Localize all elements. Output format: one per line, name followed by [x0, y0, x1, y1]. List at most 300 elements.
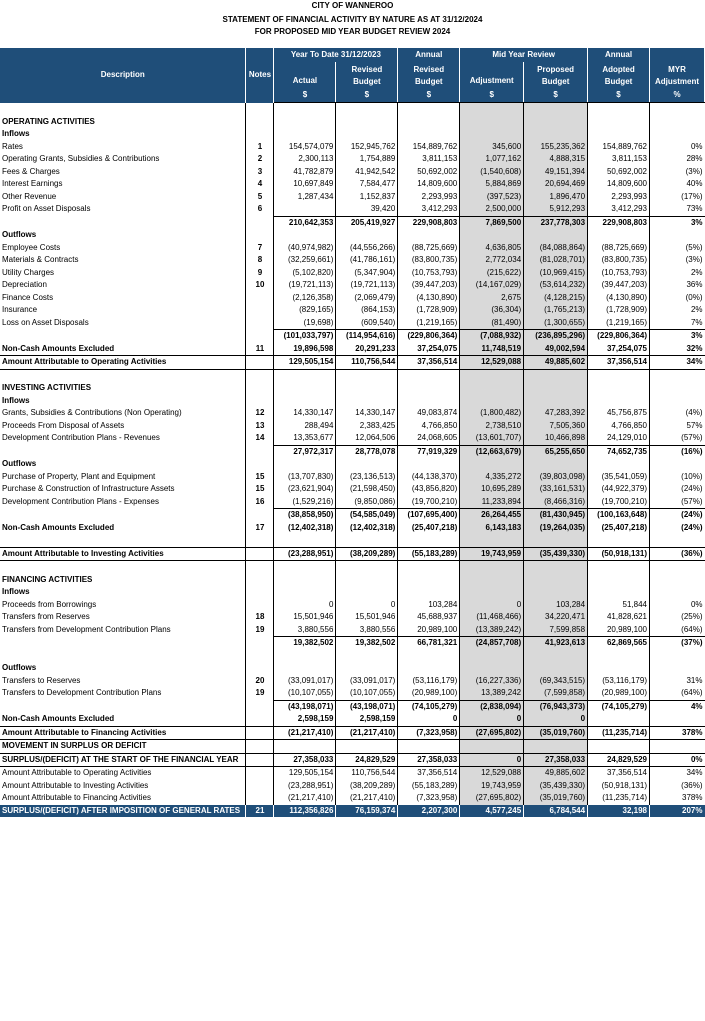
- cell-annual-revised-budget: [398, 369, 460, 382]
- table-row: [0, 726, 705, 740]
- cell-ytd-revised-budget: 2,598,159: [336, 713, 398, 726]
- cell-myr-proposed-budget: (4,128,215): [524, 292, 588, 305]
- cell-myr-proposed-budget: [524, 369, 588, 382]
- cell-ytd-revised-budget: 7,584,477: [336, 178, 398, 191]
- cell-myr-proposed-budget: 0: [524, 713, 588, 726]
- row-note: 16: [246, 496, 274, 509]
- row-description: SURPLUS/(DEFICIT) AT THE START OF THE FINANCIAL YEAR: [0, 753, 246, 767]
- cell-myr-adjustment: 2,675: [460, 292, 524, 305]
- row-description: Materials & Contracts: [2, 255, 79, 264]
- cell-myr-adjustment-pct: 73%: [650, 203, 705, 216]
- row-note: [246, 637, 274, 650]
- cell-myr-adjustment-pct: (36%): [650, 547, 705, 561]
- table-row: [0, 304, 705, 317]
- cell-annual-revised-budget: 0: [398, 713, 460, 726]
- cell-annual-revised-budget: [398, 534, 460, 547]
- cell-myr-adjustment: (215,622): [460, 267, 524, 280]
- cell-myr-adjustment: (14,167,029): [460, 279, 524, 292]
- cell-annual-revised-budget: (229,806,364): [398, 330, 460, 343]
- cell-myr-proposed-budget: (236,895,296): [524, 330, 588, 343]
- table-row: [0, 191, 705, 204]
- row-note: [246, 317, 274, 330]
- row-description: Operating Grants, Subsidies & Contributions: [2, 154, 160, 163]
- cell-myr-proposed-budget: 47,283,392: [524, 407, 588, 420]
- cell-myr-proposed-budget: (1,300,655): [524, 317, 588, 330]
- cell-myr-adjustment-pct: 40%: [650, 178, 705, 191]
- cell-annual-revised-budget: 2,207,300: [398, 805, 460, 818]
- cell-myr-adjustment-pct: [650, 650, 705, 663]
- cell-ytd-revised-budget: [336, 662, 398, 675]
- table-body: [0, 103, 705, 818]
- row-description: Amount Attributable to Operating Activities: [0, 356, 246, 370]
- subsection-row: [0, 128, 705, 141]
- cell-myr-adjustment: (12,663,679): [460, 445, 524, 458]
- cell-ytd-revised-budget: (43,198,071): [336, 700, 398, 713]
- cell-ytd-actual: 19,382,502: [274, 637, 336, 650]
- cell-ytd-actual: [274, 740, 336, 754]
- row-note: [246, 713, 274, 726]
- cell-myr-adjustment: [460, 229, 524, 242]
- cell-myr-proposed-budget: [524, 650, 588, 663]
- cell-ytd-actual: (38,858,950): [274, 509, 336, 522]
- row-note: [246, 650, 274, 663]
- row-description: Grants, Subsidies & Contributions (Non Operating): [2, 408, 182, 417]
- cell-ytd-actual: (5,102,820): [274, 267, 336, 280]
- col-group-ytd: Year To Date 31/12/2023: [274, 48, 398, 62]
- cell-annual-revised-budget: [398, 740, 460, 754]
- cell-myr-adjustment: 0: [460, 713, 524, 726]
- cell-annual-adopted-budget: 74,652,735: [588, 445, 650, 458]
- cell-myr-adjustment-pct: 2%: [650, 267, 705, 280]
- row-description: [0, 330, 246, 343]
- cell-annual-revised-budget: (20,989,100): [398, 687, 460, 700]
- section-row: [0, 116, 705, 129]
- cell-myr-adjustment: 0: [460, 599, 524, 612]
- row-description: FINANCING ACTIVITIES: [2, 574, 93, 584]
- cell-ytd-actual: (21,217,410): [274, 726, 336, 740]
- cell-annual-adopted-budget: 3,811,153: [588, 153, 650, 166]
- cell-annual-revised-budget: 77,919,329: [398, 445, 460, 458]
- cell-myr-adjustment: (27,695,802): [460, 792, 524, 805]
- table-row: [0, 445, 705, 458]
- cell-myr-adjustment-pct: 36%: [650, 279, 705, 292]
- cell-ytd-actual: [274, 103, 336, 116]
- row-description: Amount Attributable to Financing Activities: [0, 726, 246, 740]
- cell-ytd-actual: (101,033,797): [274, 330, 336, 343]
- row-note: 19: [246, 687, 274, 700]
- cell-ytd-revised-budget: [336, 395, 398, 408]
- table-row: [0, 611, 705, 624]
- cell-myr-adjustment: 13,389,242: [460, 687, 524, 700]
- cell-myr-adjustment: (397,523): [460, 191, 524, 204]
- cell-myr-adjustment-pct: [650, 740, 705, 754]
- row-description: Transfers to Development Contribution Plans: [2, 688, 162, 698]
- cell-annual-revised-budget: 20,989,100: [398, 624, 460, 637]
- cell-annual-revised-budget: (88,725,669): [398, 242, 460, 255]
- cell-annual-revised-budget: (43,856,820): [398, 483, 460, 496]
- cell-ytd-revised-budget: [336, 458, 398, 471]
- row-note: [246, 662, 274, 675]
- row-note: [246, 599, 274, 612]
- cell-ytd-revised-budget: 20,291,233: [336, 343, 398, 356]
- row-description: [0, 369, 246, 382]
- cell-myr-proposed-budget: (81,028,701): [524, 254, 588, 267]
- col-myr-label: MYR: [668, 65, 686, 74]
- cell-ytd-revised-budget: (54,585,049): [336, 509, 398, 522]
- cell-myr-proposed-budget: 4,888,315: [524, 153, 588, 166]
- cell-myr-adjustment: (1,800,482): [460, 407, 524, 420]
- cell-annual-revised-budget: (7,323,958): [398, 792, 460, 805]
- cell-ytd-actual: (19,721,113): [274, 279, 336, 292]
- cell-myr-adjustment-pct: 207%: [650, 805, 705, 818]
- cell-ytd-revised-budget: [336, 650, 398, 663]
- cell-myr-adjustment-pct: [650, 586, 705, 599]
- cell-myr-proposed-budget: [524, 128, 588, 141]
- cell-myr-adjustment-pct: [650, 574, 705, 587]
- cell-myr-adjustment: (11,468,466): [460, 611, 524, 624]
- row-note: [246, 740, 274, 754]
- cell-ytd-actual: 0: [274, 599, 336, 612]
- cell-myr-adjustment: 7,869,500: [460, 216, 524, 229]
- cell-annual-revised-budget: [398, 662, 460, 675]
- cell-ytd-actual: [274, 128, 336, 141]
- row-description: Utility Charges: [2, 267, 55, 277]
- cell-annual-adopted-budget: (53,116,179): [588, 675, 650, 688]
- cell-myr-proposed-budget: [524, 561, 588, 574]
- row-description: Purchase & Construction of Infrastructure Assets: [2, 484, 175, 493]
- row-note: 3: [246, 166, 274, 179]
- cell-myr-adjustment-pct: 32%: [650, 343, 705, 356]
- cell-myr-proposed-budget: (35,439,330): [524, 547, 588, 561]
- cell-myr-adjustment-pct: [650, 128, 705, 141]
- cell-ytd-revised-budget: [336, 103, 398, 116]
- row-description: Amount Attributable to Investing Activities: [0, 547, 246, 561]
- cell-annual-adopted-budget: 45,756,875: [588, 407, 650, 420]
- cell-annual-adopted-budget: 41,828,621: [588, 611, 650, 624]
- cell-myr-adjustment: [460, 369, 524, 382]
- row-description: Non-Cash Amounts Excluded: [2, 343, 115, 353]
- cell-ytd-revised-budget: 110,756,544: [336, 767, 398, 780]
- col-group-annual: Annual: [398, 48, 460, 62]
- row-note: 15: [246, 483, 274, 496]
- cell-ytd-revised-budget: (21,217,410): [336, 792, 398, 805]
- cell-myr-adjustment-pct: [650, 116, 705, 129]
- cell-annual-adopted-budget: (35,541,059): [588, 471, 650, 484]
- cell-ytd-actual: (1,529,216): [274, 496, 336, 509]
- cell-annual-adopted-budget: (20,989,100): [588, 687, 650, 700]
- cell-ytd-revised-budget: 1,152,837: [336, 191, 398, 204]
- cell-ytd-revised-budget: [336, 574, 398, 587]
- table-row: [0, 178, 705, 191]
- cell-annual-adopted-budget: 37,356,514: [588, 356, 650, 370]
- cell-myr-proposed-budget: 10,466,898: [524, 432, 588, 445]
- cell-myr-adjustment-pct: 0%: [650, 753, 705, 767]
- cell-ytd-revised-budget: 24,829,529: [336, 753, 398, 767]
- section-row: [0, 574, 705, 587]
- cell-myr-adjustment-pct: (57%): [650, 432, 705, 445]
- col-group-mid-year: Mid Year Review: [460, 48, 588, 62]
- cell-myr-proposed-budget: 237,778,303: [524, 216, 588, 229]
- cell-myr-adjustment: (13,389,242): [460, 624, 524, 637]
- cell-annual-revised-budget: 103,284: [398, 599, 460, 612]
- cell-myr-adjustment: [460, 586, 524, 599]
- cell-myr-proposed-budget: [524, 116, 588, 129]
- cell-myr-adjustment-pct: (4%): [650, 407, 705, 420]
- cell-ytd-revised-budget: 76,159,374: [336, 805, 398, 818]
- cell-myr-proposed-budget: (69,343,515): [524, 675, 588, 688]
- cell-ytd-revised-budget: [336, 116, 398, 129]
- cell-ytd-revised-budget: 152,945,762: [336, 141, 398, 154]
- cell-myr-adjustment: (7,088,932): [460, 330, 524, 343]
- cell-annual-adopted-budget: (44,922,379): [588, 483, 650, 496]
- cell-myr-adjustment: 4,636,805: [460, 242, 524, 255]
- row-note: [246, 103, 274, 116]
- cell-myr-adjustment-pct: (24%): [650, 483, 705, 496]
- row-note: [246, 458, 274, 471]
- table-row: [0, 216, 705, 229]
- row-note: 18: [246, 611, 274, 624]
- cell-ytd-actual: 288,494: [274, 420, 336, 433]
- cell-myr-proposed-budget: (33,161,531): [524, 483, 588, 496]
- cell-annual-revised-budget: 229,908,803: [398, 216, 460, 229]
- cell-annual-adopted-budget: 154,889,762: [588, 141, 650, 154]
- row-note: 5: [246, 191, 274, 204]
- cell-annual-revised-budget: (74,105,279): [398, 700, 460, 713]
- cell-myr-proposed-budget: 20,694,469: [524, 178, 588, 191]
- cell-annual-adopted-budget: 37,254,075: [588, 343, 650, 356]
- cell-myr-adjustment-pct: 378%: [650, 792, 705, 805]
- cell-ytd-actual: 41,782,879: [274, 166, 336, 179]
- table-row: [0, 522, 705, 535]
- unit-adopted: $: [588, 88, 650, 103]
- cell-annual-revised-budget: (39,447,203): [398, 279, 460, 292]
- cell-ytd-actual: 13,353,677: [274, 432, 336, 445]
- col-proposed-budget: Proposed Budget: [524, 62, 588, 88]
- table-row: [0, 330, 705, 343]
- cell-annual-revised-budget: 154,889,762: [398, 141, 460, 154]
- table-row: [0, 687, 705, 700]
- cell-myr-proposed-budget: [524, 534, 588, 547]
- cell-myr-adjustment: [460, 662, 524, 675]
- cell-ytd-actual: (32,259,661): [274, 254, 336, 267]
- col-group-myr: [650, 48, 705, 62]
- cell-annual-revised-budget: 37,254,075: [398, 343, 460, 356]
- unit-adjustment: $: [460, 88, 524, 103]
- cell-myr-adjustment-pct: 378%: [650, 726, 705, 740]
- cell-annual-revised-budget: (4,130,890): [398, 292, 460, 305]
- cell-annual-adopted-budget: (88,725,669): [588, 242, 650, 255]
- cell-ytd-actual: [274, 395, 336, 408]
- table-row: [0, 792, 705, 805]
- cell-annual-revised-budget: 66,781,321: [398, 637, 460, 650]
- cell-myr-proposed-budget: (8,466,316): [524, 496, 588, 509]
- cell-myr-proposed-budget: 27,358,033: [524, 753, 588, 767]
- cell-annual-revised-budget: [398, 574, 460, 587]
- cell-ytd-revised-budget: (12,402,318): [336, 522, 398, 535]
- cell-annual-adopted-budget: (83,800,735): [588, 254, 650, 267]
- spacer-row: [0, 561, 705, 574]
- cell-annual-adopted-budget: (74,105,279): [588, 700, 650, 713]
- cell-myr-adjustment-pct: 57%: [650, 420, 705, 433]
- cell-myr-adjustment-pct: (17%): [650, 191, 705, 204]
- row-description: Inflows: [2, 587, 30, 596]
- cell-myr-proposed-budget: 155,235,362: [524, 141, 588, 154]
- cell-myr-proposed-budget: (19,264,035): [524, 522, 588, 535]
- cell-annual-revised-budget: [398, 458, 460, 471]
- cell-myr-adjustment: 26,264,455: [460, 509, 524, 522]
- cell-ytd-revised-budget: 28,778,078: [336, 445, 398, 458]
- cell-myr-proposed-budget: [524, 229, 588, 242]
- cell-myr-proposed-budget: [524, 395, 588, 408]
- cell-annual-revised-budget: (83,800,735): [398, 254, 460, 267]
- col-actual: Actual: [274, 62, 336, 88]
- cell-ytd-actual: 3,880,556: [274, 624, 336, 637]
- cell-myr-adjustment: [460, 103, 524, 116]
- cell-ytd-actual: 154,574,079: [274, 141, 336, 154]
- cell-myr-adjustment: 12,529,088: [460, 767, 524, 780]
- row-description: Interest Earnings: [2, 179, 63, 188]
- cell-myr-adjustment-pct: [650, 713, 705, 726]
- row-description: Proceeds From Disposal of Assets: [2, 420, 125, 430]
- table-row: [0, 203, 705, 216]
- cell-ytd-actual: [274, 203, 336, 216]
- cell-myr-proposed-budget: [524, 586, 588, 599]
- cell-ytd-actual: (2,126,358): [274, 292, 336, 305]
- cell-ytd-revised-budget: [336, 369, 398, 382]
- subsection-row: [0, 395, 705, 408]
- cell-myr-adjustment-pct: (0%): [650, 292, 705, 305]
- cell-myr-adjustment: [460, 458, 524, 471]
- cell-annual-revised-budget: 27,358,033: [398, 753, 460, 767]
- row-note: 20: [246, 675, 274, 688]
- cell-annual-adopted-budget: (1,219,165): [588, 317, 650, 330]
- cell-annual-revised-budget: 50,692,002: [398, 166, 460, 179]
- cell-ytd-actual: [274, 561, 336, 574]
- row-note: [246, 574, 274, 587]
- cell-myr-adjustment: 345,600: [460, 141, 524, 154]
- cell-myr-adjustment-pct: 7%: [650, 317, 705, 330]
- cell-myr-proposed-budget: 7,599,858: [524, 624, 588, 637]
- cell-myr-adjustment: 2,500,000: [460, 203, 524, 216]
- cell-annual-revised-budget: [398, 128, 460, 141]
- cell-myr-adjustment-pct: [650, 229, 705, 242]
- cell-annual-revised-budget: 37,356,514: [398, 356, 460, 370]
- cell-annual-adopted-budget: 62,869,565: [588, 637, 650, 650]
- cell-ytd-revised-budget: [336, 128, 398, 141]
- cell-myr-adjustment: 6,143,183: [460, 522, 524, 535]
- financial-activity-table: [0, 48, 705, 817]
- col-group-annual-adopted: Annual: [588, 48, 650, 62]
- row-note: [246, 116, 274, 129]
- row-description: [0, 445, 246, 458]
- table-row: [0, 166, 705, 179]
- cell-annual-revised-budget: [398, 650, 460, 663]
- cell-annual-revised-budget: (1,219,165): [398, 317, 460, 330]
- spacer-row: [0, 650, 705, 663]
- cell-annual-adopted-budget: (4,130,890): [588, 292, 650, 305]
- cell-myr-adjustment-pct: (25%): [650, 611, 705, 624]
- cell-ytd-actual: (13,707,830): [274, 471, 336, 484]
- cell-myr-adjustment: 2,738,510: [460, 420, 524, 433]
- row-note: 7: [246, 242, 274, 255]
- cell-myr-adjustment: (16,227,336): [460, 675, 524, 688]
- col-adopted-budget: Adopted Budget: [588, 62, 650, 88]
- row-description: [0, 509, 246, 522]
- table-row: [0, 509, 705, 522]
- cell-ytd-revised-budget: 15,501,946: [336, 611, 398, 624]
- cell-myr-adjustment-pct: (3%): [650, 166, 705, 179]
- cell-ytd-revised-budget: (864,153): [336, 304, 398, 317]
- cell-annual-revised-budget: [398, 229, 460, 242]
- cell-annual-adopted-budget: [588, 650, 650, 663]
- row-description: Loss on Asset Disposals: [2, 317, 89, 327]
- table-row: [0, 254, 705, 267]
- cell-ytd-revised-budget: 205,419,927: [336, 216, 398, 229]
- spacer-row: [0, 534, 705, 547]
- table-row: [0, 637, 705, 650]
- table-row: [0, 153, 705, 166]
- cell-myr-proposed-budget: [524, 458, 588, 471]
- cell-myr-adjustment: (36,304): [460, 304, 524, 317]
- cell-ytd-actual: 10,697,849: [274, 178, 336, 191]
- cell-myr-proposed-budget: (35,439,330): [524, 780, 588, 793]
- cell-ytd-revised-budget: (10,107,055): [336, 687, 398, 700]
- cell-myr-adjustment: [460, 561, 524, 574]
- table-row: [0, 317, 705, 330]
- cell-annual-adopted-budget: [588, 561, 650, 574]
- cell-myr-proposed-budget: [524, 662, 588, 675]
- cell-annual-adopted-budget: 20,989,100: [588, 624, 650, 637]
- cell-ytd-actual: (43,198,071): [274, 700, 336, 713]
- cell-annual-adopted-budget: 24,129,010: [588, 432, 650, 445]
- row-note: 15: [246, 471, 274, 484]
- cell-myr-proposed-budget: (7,599,858): [524, 687, 588, 700]
- table-row: [0, 624, 705, 637]
- cell-annual-revised-budget: 3,412,293: [398, 203, 460, 216]
- cell-annual-revised-budget: 24,068,605: [398, 432, 460, 445]
- cell-myr-adjustment-pct: 31%: [650, 675, 705, 688]
- row-description: Outflows: [2, 663, 37, 672]
- row-note: [246, 509, 274, 522]
- row-description: SURPLUS/(DEFICIT) AFTER IMPOSITION OF GENERAL RATES: [0, 805, 246, 818]
- cell-myr-adjustment-pct: (24%): [650, 509, 705, 522]
- cell-ytd-revised-budget: (21,217,410): [336, 726, 398, 740]
- cell-myr-adjustment: (24,857,708): [460, 637, 524, 650]
- cell-annual-adopted-budget: (50,918,131): [588, 780, 650, 793]
- cell-ytd-revised-budget: [336, 534, 398, 547]
- cell-ytd-revised-budget: 39,420: [336, 203, 398, 216]
- table-row: [0, 753, 705, 767]
- cell-ytd-revised-budget: [336, 229, 398, 242]
- cell-annual-revised-budget: (10,753,793): [398, 267, 460, 280]
- cell-annual-adopted-budget: 24,829,529: [588, 753, 650, 767]
- subsection-row: [0, 586, 705, 599]
- row-description: Inflows: [2, 395, 30, 405]
- cell-ytd-actual: [274, 586, 336, 599]
- table-row: [0, 279, 705, 292]
- cell-ytd-actual: 19,896,598: [274, 343, 336, 356]
- cell-annual-adopted-budget: (100,163,648): [588, 509, 650, 522]
- cell-ytd-revised-budget: 0: [336, 599, 398, 612]
- cell-myr-adjustment: (1,540,608): [460, 166, 524, 179]
- cell-myr-adjustment: 1,077,162: [460, 153, 524, 166]
- table-row: [0, 471, 705, 484]
- table-row: [0, 343, 705, 356]
- cell-annual-adopted-budget: [588, 103, 650, 116]
- cell-ytd-revised-budget: (2,069,479): [336, 292, 398, 305]
- org-title: CITY OF WANNEROO: [311, 1, 394, 10]
- cell-annual-revised-budget: [398, 103, 460, 116]
